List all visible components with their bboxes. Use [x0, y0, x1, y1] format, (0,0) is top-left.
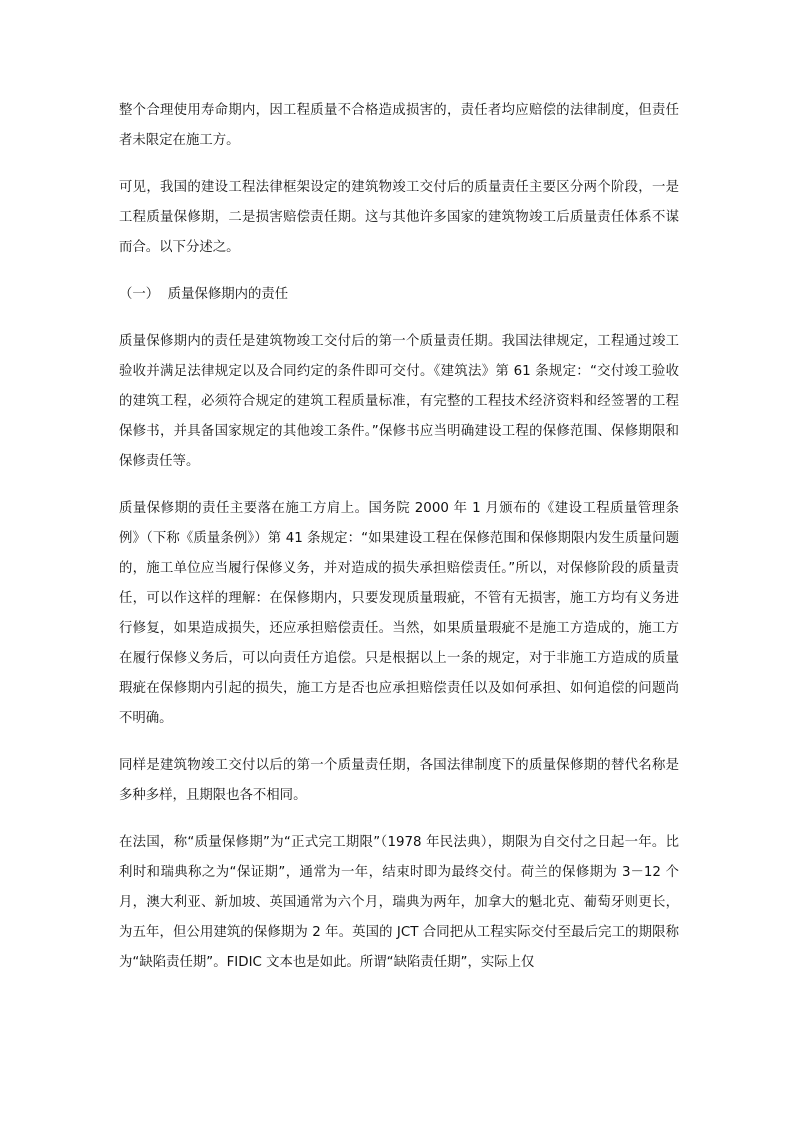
paragraph-2: 可见，我国的建设工程法律框架设定的建筑物竣工交付后的质量责任主要区分两个阶段，一是工程质量保修期，二是损害赔偿责任期。这与其他许多国家的建筑物竣工后质量责任体系不谋而合。以下分述之。 [119, 180, 679, 255]
paragraph-4: 质量保修期的责任主要落在施工方肩上。国务院 2000 年 1 月颁布的《建设工程质量管理条例》（下称《质量条例》）第 41 条规定：“如果建设工程在保修范围和保修期限内发生质量问题的，施工单位应当履行保修义务，并对造成的损失承担赔偿责任。”所以，对保修阶段的质量责任，可以作这样的理解：在保修期内，只要发现质量瑕疵，不管有无损害，施工方均有义务进行修复，如果造成损失，还应承担赔偿责任。当然，如果质量瑕疵不是施工方造成的，施工方在履行保修义务后，可以向责任方追偿。只是根据以上一条的规定，对于非施工方造成的质量瑕疵在保修期内引起的损失，施工方是否也应承担赔偿责任以及如何承担、如何追偿的问题尚不明确。 [119, 501, 679, 726]
section-heading-warranty-period: （一） 质量保修期内的责任 [119, 287, 289, 302]
paragraph-3: 质量保修期内的责任是建筑物竣工交付后的第一个质量责任期。我国法律规定，工程通过竣工验收并满足法律规定以及合同约定的条件即可交付。《建筑法》第 61 条规定：“交付竣工验收的建筑工程，必须符合规定的建筑工程质量标准，有完整的工程技术经济资料和经签署的工程保修书，并具备国家规定的其他竣工条件。”保修书应当明确建设工程的保修范围、保修期限和保修责任等。 [119, 334, 679, 469]
document-body [119, 96, 679, 995]
paragraph-1: 整个合理使用寿命期内，因工程质量不合格造成损害的，责任者均应赔偿的法律制度，但责任者未限定在施工方。 [119, 103, 679, 148]
paragraph-5: 同样是建筑物竣工交付以后的第一个质量责任期，各国法律制度下的质量保修期的替代名称是多种多样，且期限也各不相同。 [119, 758, 679, 803]
paragraph-6: 在法国，称“质量保修期”为“正式完工期限”（1978 年民法典），期限为自交付之日起一年。比利时和瑞典称之为“保证期”，通常为一年，结束时即为最终交付。荷兰的保修期为 3－12 个月，澳大利亚、新加坡、英国通常为六个月，瑞典为两年，加拿大的魁北克、葡萄牙则更长，为五年，但公用建筑的保修期为 2 年。英国的 JCT 合同把从工程实际交付至最后完工的期限称为“缺陷责任期”。FIDIC 文本也是如此。所谓“缺陷责任期”，实际上仅 [119, 835, 679, 970]
